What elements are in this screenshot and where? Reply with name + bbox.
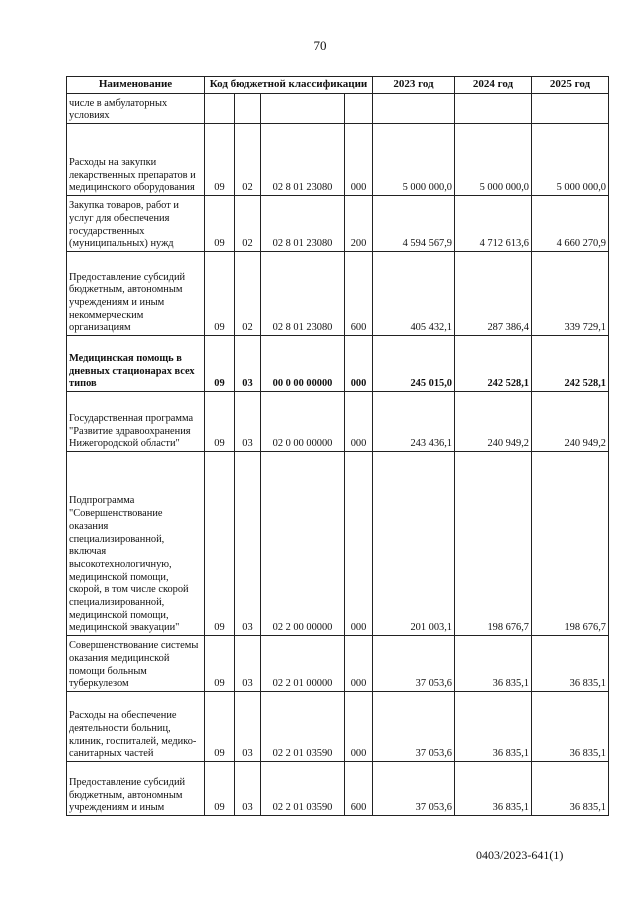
value-2024: 198 676,7 bbox=[455, 452, 532, 636]
value-2023: 5 000 000,0 bbox=[373, 124, 455, 196]
row-name: Медицинская помощь в дневных стационарах всех типов bbox=[67, 336, 205, 392]
value-2025: 339 729,1 bbox=[532, 252, 609, 336]
row-name: Государственная программа "Развитие здравоохранения Нижегородской области" bbox=[67, 392, 205, 452]
table-row bbox=[67, 392, 609, 452]
header-2025: 2025 год bbox=[532, 77, 609, 94]
code-subsection: 03 bbox=[235, 336, 261, 392]
code-section: 09 bbox=[205, 336, 235, 392]
value-2023: 37 053,6 bbox=[373, 762, 455, 816]
value-2024 bbox=[455, 94, 532, 124]
code-section: 09 bbox=[205, 692, 235, 762]
code-section: 09 bbox=[205, 252, 235, 336]
code-subsection: 03 bbox=[235, 452, 261, 636]
code-target-article bbox=[261, 94, 345, 124]
row-name: Совершенствование системы оказания медицинской помощи больным туберкулезом bbox=[67, 636, 205, 692]
value-2024: 4 712 613,6 bbox=[455, 196, 532, 252]
value-2024: 36 835,1 bbox=[455, 762, 532, 816]
code-section: 09 bbox=[205, 636, 235, 692]
code-target-article: 02 8 01 23080 bbox=[261, 196, 345, 252]
table-row bbox=[67, 452, 609, 636]
value-2023: 201 003,1 bbox=[373, 452, 455, 636]
value-2023: 37 053,6 bbox=[373, 636, 455, 692]
value-2024: 36 835,1 bbox=[455, 692, 532, 762]
table-row bbox=[67, 124, 609, 196]
code-target-article: 02 2 01 00000 bbox=[261, 636, 345, 692]
budget-table bbox=[66, 76, 609, 816]
value-2025: 4 660 270,9 bbox=[532, 196, 609, 252]
code-subsection: 02 bbox=[235, 124, 261, 196]
value-2025: 240 949,2 bbox=[532, 392, 609, 452]
row-name: числе в амбулаторных условиях bbox=[67, 94, 205, 124]
code-subsection bbox=[235, 94, 261, 124]
value-2024: 36 835,1 bbox=[455, 636, 532, 692]
value-2025: 36 835,1 bbox=[532, 692, 609, 762]
code-subsection: 03 bbox=[235, 392, 261, 452]
code-subsection: 03 bbox=[235, 636, 261, 692]
value-2025: 36 835,1 bbox=[532, 636, 609, 692]
value-2024: 5 000 000,0 bbox=[455, 124, 532, 196]
code-target-article: 02 2 01 03590 bbox=[261, 692, 345, 762]
code-target-article: 02 2 01 03590 bbox=[261, 762, 345, 816]
table-row bbox=[67, 336, 609, 392]
value-2024: 240 949,2 bbox=[455, 392, 532, 452]
value-2024: 242 528,1 bbox=[455, 336, 532, 392]
value-2024: 287 386,4 bbox=[455, 252, 532, 336]
code-subsection: 02 bbox=[235, 252, 261, 336]
value-2023: 243 436,1 bbox=[373, 392, 455, 452]
code-target-article: 02 8 01 23080 bbox=[261, 252, 345, 336]
row-name: Закупка товаров, работ и услуг для обеспечения государственных (муниципальных) нужд bbox=[67, 196, 205, 252]
value-2023: 245 015,0 bbox=[373, 336, 455, 392]
code-section: 09 bbox=[205, 452, 235, 636]
value-2025: 242 528,1 bbox=[532, 336, 609, 392]
code-section: 09 bbox=[205, 196, 235, 252]
row-name: Предоставление субсидий бюджетным, автономным учреждениям и иным некоммерческим организациям bbox=[67, 252, 205, 336]
row-name: Подпрограмма "Совершенствование оказания специализированной, включая высокотехнологичную, медицинской помощи, скорой, в том числе скорой специализированной, медицинской помощи, медицинской эвакуации" bbox=[67, 452, 205, 636]
value-2023: 4 594 567,9 bbox=[373, 196, 455, 252]
table-row bbox=[67, 636, 609, 692]
value-2023: 405 432,1 bbox=[373, 252, 455, 336]
code-section: 09 bbox=[205, 392, 235, 452]
table-row bbox=[67, 94, 609, 124]
page-number: 70 bbox=[313, 38, 327, 53]
code-expense-type: 000 bbox=[345, 692, 373, 762]
code-subsection: 02 bbox=[235, 196, 261, 252]
code-expense-type: 000 bbox=[345, 452, 373, 636]
code-subsection: 03 bbox=[235, 692, 261, 762]
code-expense-type: 000 bbox=[345, 336, 373, 392]
code-section: 09 bbox=[205, 762, 235, 816]
header-row bbox=[67, 77, 609, 94]
code-expense-type bbox=[345, 94, 373, 124]
value-2025 bbox=[532, 94, 609, 124]
code-expense-type: 000 bbox=[345, 636, 373, 692]
table-row bbox=[67, 762, 609, 816]
code-section: 09 bbox=[205, 124, 235, 196]
code-target-article: 02 2 00 00000 bbox=[261, 452, 345, 636]
code-target-article: 02 0 00 00000 bbox=[261, 392, 345, 452]
code-expense-type: 600 bbox=[345, 762, 373, 816]
value-2025: 198 676,7 bbox=[532, 452, 609, 636]
row-name: Расходы на обеспечение деятельности больниц, клиник, госпиталей, медико-санитарных частей bbox=[67, 692, 205, 762]
code-target-article: 02 8 01 23080 bbox=[261, 124, 345, 196]
code-expense-type: 600 bbox=[345, 252, 373, 336]
code-target-article: 00 0 00 00000 bbox=[261, 336, 345, 392]
table-row bbox=[67, 252, 609, 336]
value-2023 bbox=[373, 94, 455, 124]
value-2025: 5 000 000,0 bbox=[532, 124, 609, 196]
header-name: Наименование bbox=[67, 77, 205, 94]
code-subsection: 03 bbox=[235, 762, 261, 816]
code-expense-type: 000 bbox=[345, 124, 373, 196]
code-section bbox=[205, 94, 235, 124]
code-expense-type: 200 bbox=[345, 196, 373, 252]
document-code: 0403/2023-641(1) bbox=[476, 848, 564, 862]
table-row bbox=[67, 196, 609, 252]
row-name: Расходы на закупки лекарственных препаратов и медицинского оборудования bbox=[67, 124, 205, 196]
header-2024: 2024 год bbox=[455, 77, 532, 94]
row-name: Предоставление субсидий бюджетным, автономным учреждениям и иным bbox=[67, 762, 205, 816]
value-2025: 36 835,1 bbox=[532, 762, 609, 816]
header-code: Код бюджетной классификации bbox=[205, 77, 373, 94]
code-expense-type: 000 bbox=[345, 392, 373, 452]
header-2023: 2023 год bbox=[373, 77, 455, 94]
table-row bbox=[67, 692, 609, 762]
value-2023: 37 053,6 bbox=[373, 692, 455, 762]
